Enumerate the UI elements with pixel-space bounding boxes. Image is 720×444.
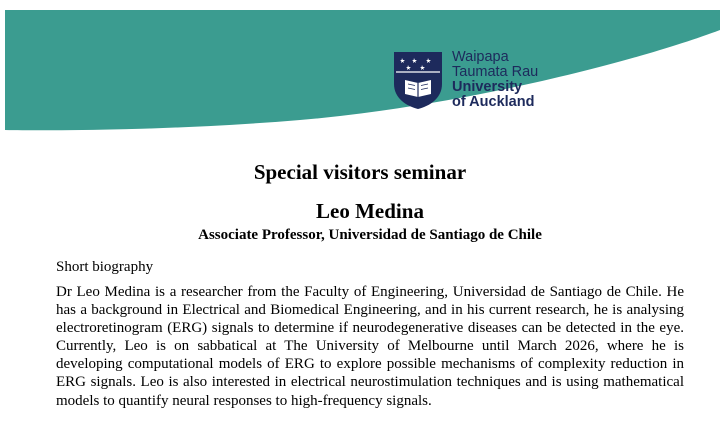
logo-line-taumata-rau: Taumata Rau — [452, 64, 539, 80]
logo-line-of-auckland: of Auckland — [452, 94, 535, 110]
seminar-title: Special visitors seminar — [253, 160, 467, 184]
logo-line-university: University — [452, 79, 523, 95]
university-crest-icon — [392, 50, 444, 110]
speaker-role: Associate Professor, Universidad de Santiago de Chile — [198, 227, 542, 243]
logo-wordmark — [452, 50, 538, 110]
teal-banner — [0, 0, 720, 140]
logo-line-waipapa: Waipapa — [452, 49, 509, 65]
speaker-name: Leo Medina — [316, 199, 424, 223]
biography-text: Dr Leo Medina is a researcher from the Faculty of Engineering, Universidad de Santiago de Chile. He has a background in Electrical and Biomedical Engineering, and in his current research, he is analysing electroretinogram (ERG) signals to determine if neurodegenerative diseases can be detected in the eye. Currently, Leo is on sabbatical at The University of Melbourne until March 2026, where he is developing computational models of ERG to explore possible mechanisms of complexity reduction in ERG signals. Leo is also interested in electrical neurostimulation techniques and is using mathematical models to quantify neural responses to high-frequency signals. — [56, 284, 684, 409]
biography-heading: Short biography — [56, 259, 154, 275]
university-logo[interactable] — [392, 50, 538, 110]
header-band — [0, 0, 720, 140]
